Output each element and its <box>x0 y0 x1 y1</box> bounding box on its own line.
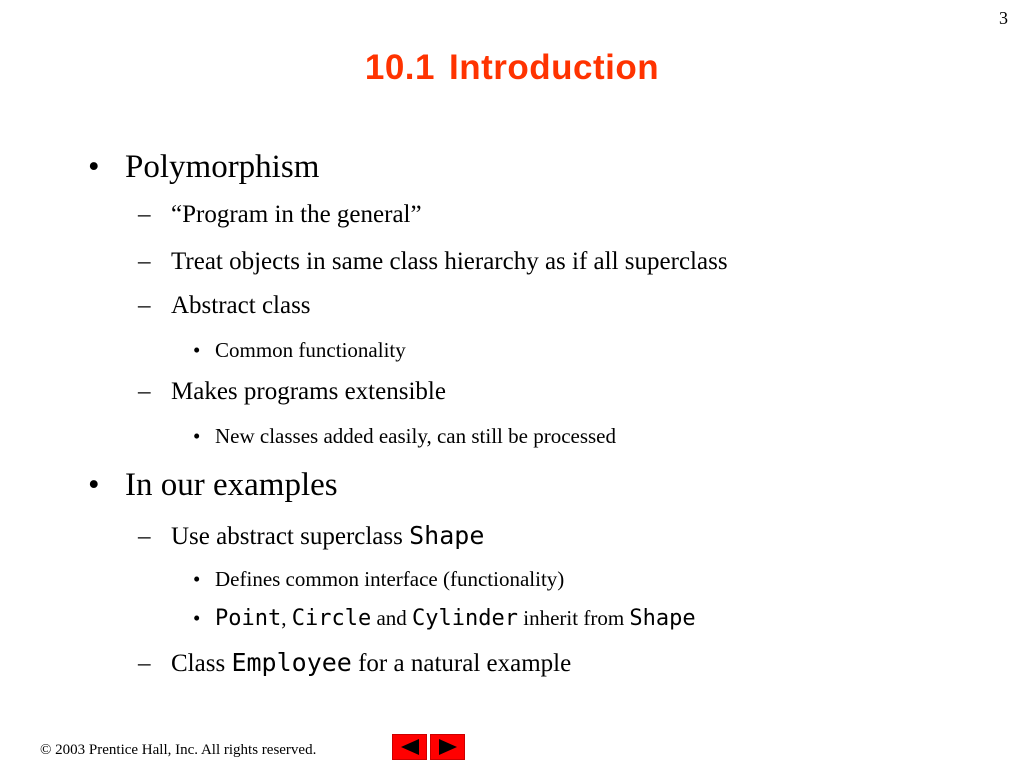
slide-navigation <box>392 734 465 760</box>
copyright-footer: © 2003 Prentice Hall, Inc. All rights reserved. <box>40 742 317 758</box>
arrow-left-icon <box>399 738 421 756</box>
dash-marker: – <box>138 292 151 319</box>
sub-sub-bullet-new-classes: • New classes added easily, can still be processed <box>193 424 616 448</box>
dash-marker: – <box>138 378 151 405</box>
copyright-icon: © <box>40 742 52 758</box>
page-number: 3 <box>999 8 1008 28</box>
arrow-right-icon <box>437 738 459 756</box>
bullet-our-examples: • In our examples <box>88 467 338 503</box>
dash-marker: – <box>138 201 151 228</box>
bullet-marker: • <box>88 149 100 185</box>
section-title: Introduction <box>449 48 660 87</box>
sub-bullet-abstract-superclass: – Use abstract superclass Shape <box>138 521 485 550</box>
sub-sub-bullet-common-interface: • Defines common interface (functionality) <box>193 567 565 591</box>
bullet-marker: • <box>88 467 100 503</box>
sub-bullet-program-general: – “Program in the general” <box>138 201 422 228</box>
bullet-marker: • <box>193 567 201 591</box>
sub-bullet-abstract-class: – Abstract class <box>138 292 311 319</box>
bullet-marker: • <box>193 424 201 448</box>
sub-bullet-employee: – Class Employee for a natural example <box>138 648 572 677</box>
sub-sub-bullet-common-functionality: • Common functionality <box>193 338 406 362</box>
sub-bullet-extensible: – Makes programs extensible <box>138 378 446 405</box>
bullet-marker: • <box>193 338 201 362</box>
dash-marker: – <box>138 650 151 677</box>
bullet-marker: • <box>193 606 201 630</box>
dash-marker: – <box>138 523 151 550</box>
sub-bullet-treat-objects: – Treat objects in same class hierarchy as if all superclass <box>138 248 728 275</box>
previous-slide-button[interactable] <box>392 734 427 760</box>
sub-sub-bullet-inherit: • Point, Circle and Cylinder inherit from Shape <box>193 606 696 631</box>
dash-marker: – <box>138 248 151 275</box>
next-slide-button[interactable] <box>430 734 465 760</box>
bullet-polymorphism: • Polymorphism <box>88 149 320 185</box>
section-number: 10.1 <box>364 48 435 87</box>
